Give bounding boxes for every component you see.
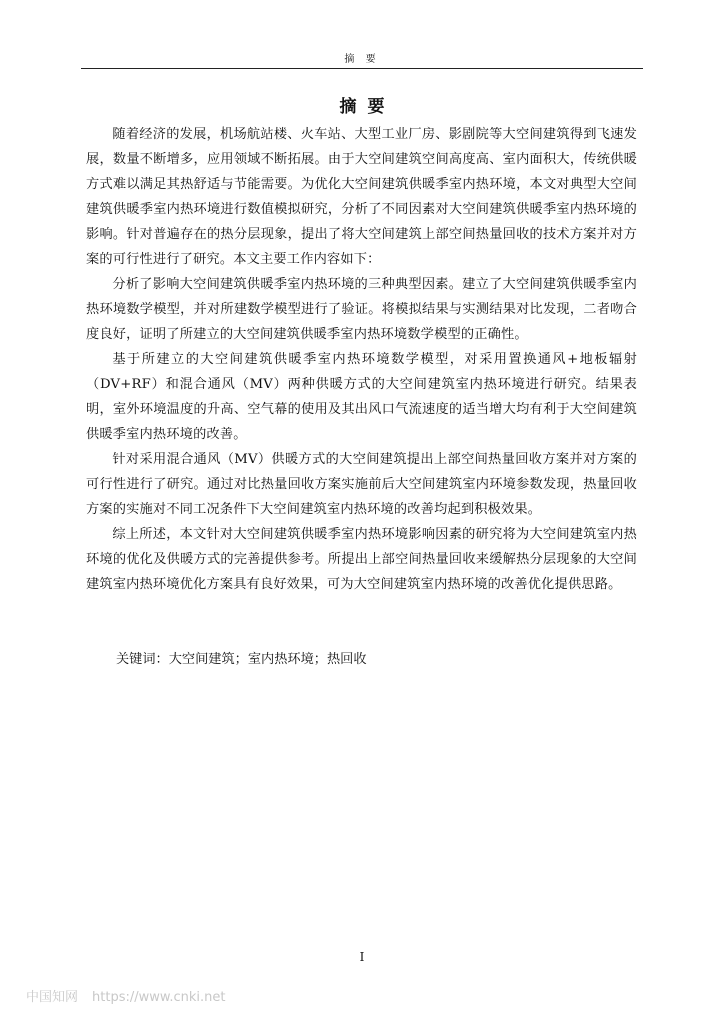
watermark-brand: 中国知网 — [26, 990, 79, 1005]
header-divider — [81, 68, 643, 69]
abstract-paragraph-2: 分析了影响大空间建筑供暖季室内热环境的三种典型因素。建立了大空间建筑供暖季室内热环境数学模型，并对所建数学模型进行了验证。将模拟结果与实测结果对比发现，二者吻合度良好，证明了所建立的大空间建筑供暖季室内热环境数学模型的正确性。 — [86, 277, 637, 342]
running-header: 摘 要 — [344, 54, 380, 65]
abstract-paragraph-3: 基于所建立的大空间建筑供暖季室内热环境数学模型，对采用置换通风+地板辐射（DV+RF）和混合通风（MV）两种供暖方式的大空间建筑室内热环境进行研究。结果表明，室外环境温度的升高、空气幕的使用及其出风口气流速度的适当增大均有利于大空间建筑供暖季室内热环境的改善。 — [86, 352, 637, 442]
abstract-paragraph-1: 随着经济的发展，机场航站楼、火车站、大型工业厂房、影剧院等大空间建筑得到飞速发展，数量不断增多，应用领域不断拓展。由于大空间建筑空间高度高、室内面积大，传统供暖方式难以满足其热舒适与节能需要。为优化大空间建筑供暖季室内热环境，本文对典型大空间建筑供暖季室内热环境进行数值模拟研究，分析了不同因素对大空间建筑供暖季室内热环境的影响。针对普遍存在的热分层现象，提出了将大空间建筑上部空间热量回收的技术方案并对方案的可行性进行了研究。本文主要工作内容如下： — [86, 127, 637, 267]
cnki-watermark — [26, 986, 225, 1005]
page-title: 摘要 — [339, 97, 396, 117]
abstract-paragraph-4: 针对采用混合通风（MV）供暖方式的大空间建筑提出上部空间热量回收方案并对方案的可行性进行了研究。通过对比热量回收方案实施前后大空间建筑室内环境参数发现，热量回收方案的实施对不同工况条件下大空间建筑室内热环境的改善均起到积极效果。 — [86, 452, 637, 517]
page-number: I — [359, 950, 365, 964]
watermark-url: https://www.cnki.net — [92, 990, 226, 1005]
abstract-paragraph-5: 综上所述，本文针对大空间建筑供暖季室内热环境影响因素的研究将为大空间建筑室内热环境的优化及供暖方式的完善提供参考。所提出上部空间热量回收来缓解热分层现象的大空间建筑室内热环境优化方案具有良好效果，可为大空间建筑室内热环境的改善优化提供思路。 — [86, 527, 637, 592]
abstract-body — [86, 122, 637, 597]
keywords-line: 关键词：大空间建筑；室内热环境；热回收 — [116, 652, 367, 667]
